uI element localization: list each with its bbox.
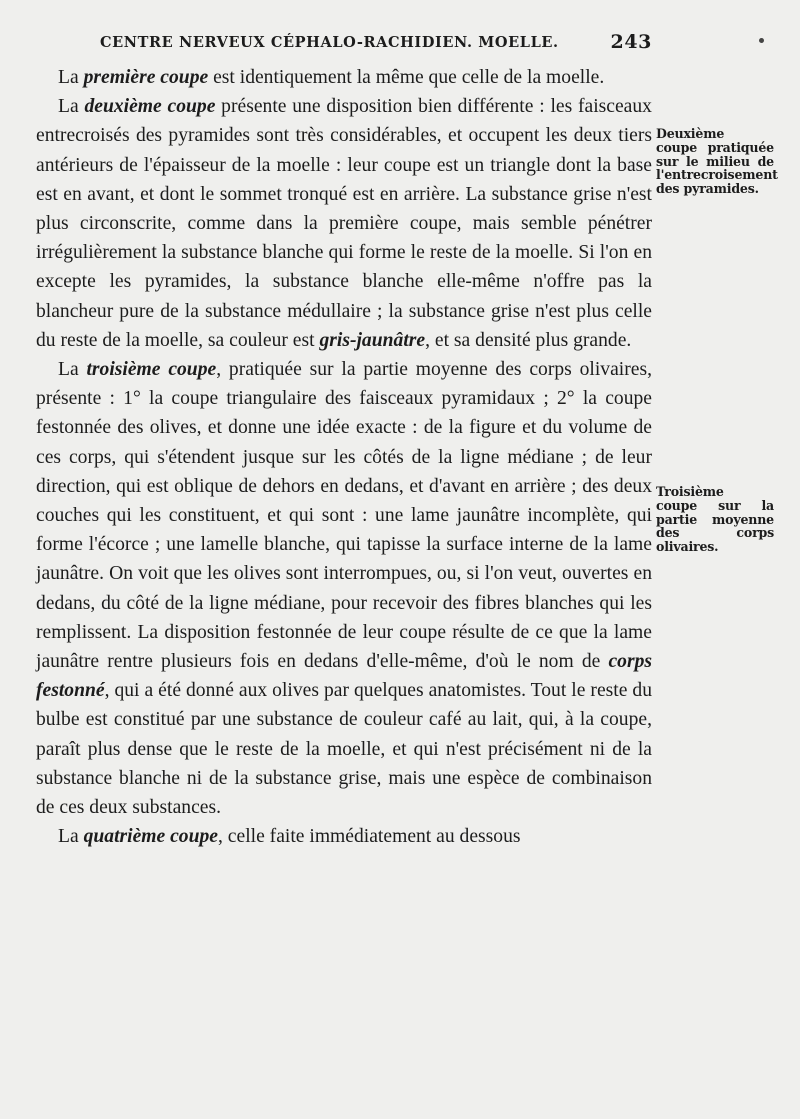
term-troisieme-coupe: troisième coupe bbox=[86, 359, 217, 381]
paragraph-second-section: La deuxième coupe présente une disposition bien différente : les faisceaux entrecroisés des pyramides sont très considérables, et occupent les deux tiers antérieurs de l'épaisseur de la moelle : leur coupe est un triangle dont la base est en avant, et dont le sommet tronqué est en arrière. La substance grise n'est plus circonscrite, comme dans la première coupe, mais semble pénétrer irrégulièrement la substance blanche qui forme le reste de la moelle. Si l'on en excepte les pyramides, la substance blanche elle-même n'offre pas la blancheur pure de la substance médullaire ; la substance grise n'est plus celle du reste de la moelle, sa couleur est gris-jaunâtre, et sa densité plus grande. bbox=[36, 96, 652, 351]
term-quatrieme-coupe: quatrième coupe bbox=[83, 826, 218, 848]
page-number: 243 bbox=[610, 31, 652, 53]
margin-note-third-section: Troisième coupe sur la partie moyenne des corps olivaires. bbox=[656, 484, 774, 555]
paragraph-fourth-section: La quatrième coupe, celle faite immédiatement au dessous bbox=[58, 826, 521, 848]
paragraph-third-section: La troisième coupe, pratiquée sur la partie moyenne des corps olivaires, présente : 1° la coupe triangulaire des faisceaux pyramidaux ; 2° la coupe festonnée des olives, et donne une idée exacte : de la figure et du volume de ces corps, qui s'étendent jusque sur les côtés de la ligne médiane ; de leur direction, qui est oblique de dehors en dedans, et d'avant en arrière ; des deux couches qui les constituent, et qui sont : une lame jaunâtre incomplète, qui forme l'écorce ; une lamelle blanche, qui tapisse la surface interne de la lame jaunâtre. On voit que les olives sont interrompues, ou, si l'on veut, ouvertes en dedans, du côté de la ligne médiane, pour recevoir des fibres blanches qui les remplissent. La disposition festonnée de leur coupe résulte de ce que la lame jaunâtre rentre plusieurs fois en dedans d'elle-même, d'où le nom de corps festonné, qui a été donné aux olives par quelques anatomistes. Tout le reste du bulbe est constitué par une substance de couleur café au lait, qui, à la coupe, paraît plus dense que le reste de la moelle, et qui n'est précisément ni de la substance blanche ni de la substance grise, mais une espèce de combinaison de ces deux substances. bbox=[36, 359, 652, 819]
term-deuxieme-coupe: deuxième coupe bbox=[84, 96, 216, 118]
paragraph-first-section: La première coupe est identiquement la même que celle de la moelle. bbox=[58, 67, 605, 88]
term-premiere-coupe: première coupe bbox=[83, 67, 209, 88]
term-corps-festonne: corps festonné bbox=[36, 651, 652, 702]
term-gris-jaunatre: gris-jaunâtre bbox=[319, 329, 426, 351]
margin-note-second-section: Deuxième coupe pratiquée sur le milieu de l'entrecroisement des pyramides. bbox=[656, 126, 778, 197]
body-text bbox=[36, 63, 652, 851]
ink-mark bbox=[759, 38, 764, 43]
running-title: CENTRE NERVEUX CÉPHALO-RACHIDIEN. MOELLE. bbox=[100, 34, 559, 51]
